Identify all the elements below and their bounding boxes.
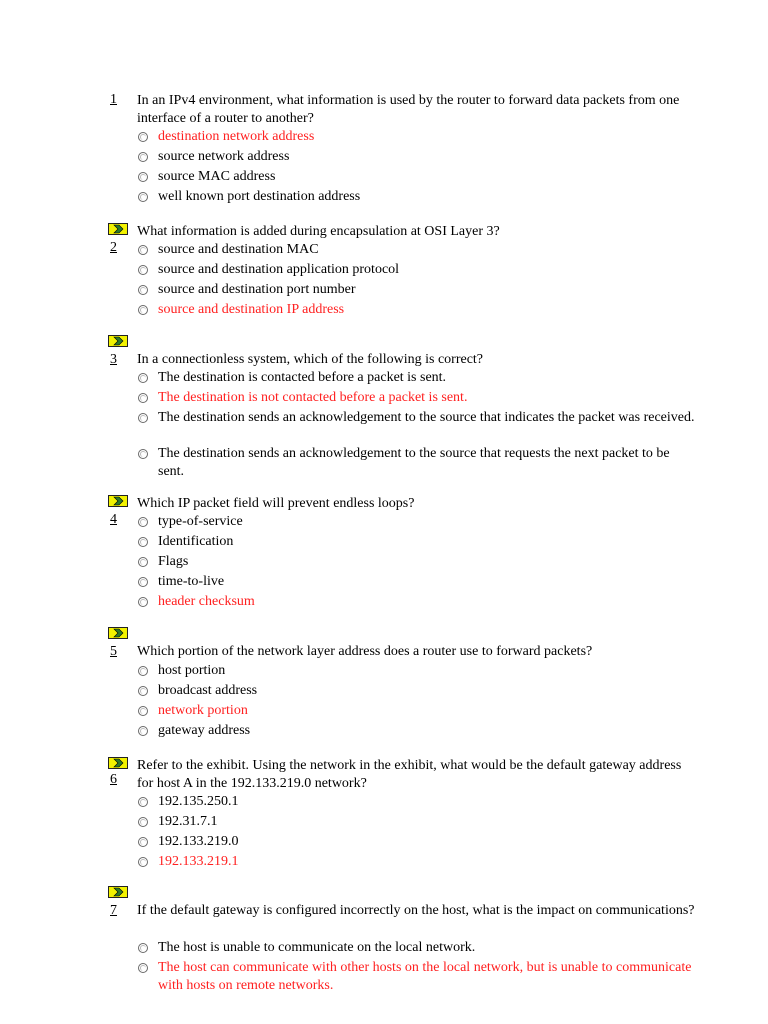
option[interactable] — [138, 369, 698, 389]
radio-button[interactable] — [138, 393, 148, 403]
radio-button[interactable] — [138, 373, 148, 383]
option-label: gateway address — [158, 723, 251, 738]
question-text: Refer to the exhibit. Using the network in the exhibit, what would be the default gateway address for host A in the 192.133.219.0 network? — [137, 758, 682, 791]
option-label: source and destination IP address — [158, 302, 345, 317]
options-list — [138, 662, 698, 742]
option[interactable] — [138, 959, 698, 995]
next-arrow-icon[interactable] — [108, 223, 128, 235]
radio-button[interactable] — [138, 963, 148, 973]
option-label: network portion — [158, 703, 248, 718]
option-label: source and destination port number — [158, 282, 356, 297]
options-list — [138, 939, 698, 995]
question-text: If the default gateway is configured incorrectly on the host, what is the impact on communications? — [137, 903, 695, 918]
option[interactable] — [138, 853, 698, 873]
next-arrow-icon[interactable] — [108, 627, 128, 639]
option-label: source MAC address — [158, 169, 276, 184]
option[interactable] — [138, 241, 698, 261]
option[interactable] — [138, 513, 698, 533]
radio-button[interactable] — [138, 192, 148, 202]
radio-button[interactable] — [138, 577, 148, 587]
option-label: 192.133.219.1 — [158, 854, 239, 869]
radio-button[interactable] — [138, 817, 148, 827]
question-text: Which portion of the network layer address does a router use to forward packets? — [137, 644, 593, 659]
option-label: host portion — [158, 663, 226, 678]
question-number[interactable]: 4 — [110, 512, 117, 527]
option[interactable] — [138, 148, 698, 168]
next-arrow-icon[interactable] — [108, 495, 128, 507]
option-label: The destination is contacted before a packet is sent. — [158, 370, 447, 385]
option[interactable] — [138, 301, 698, 321]
radio-button[interactable] — [138, 666, 148, 676]
option[interactable] — [138, 593, 698, 613]
option[interactable] — [138, 409, 698, 445]
radio-button[interactable] — [138, 943, 148, 953]
option[interactable] — [138, 188, 698, 208]
options-list — [138, 793, 698, 873]
question-number[interactable]: 2 — [110, 240, 117, 255]
option[interactable] — [138, 702, 698, 722]
option[interactable] — [138, 833, 698, 853]
option-label: time-to-live — [158, 574, 225, 589]
question-number[interactable]: 1 — [110, 92, 117, 107]
option-label: The host can communicate with other hosts on the local network, but is unable to communicate with hosts on remote networks. — [158, 960, 692, 993]
option[interactable] — [138, 939, 698, 959]
option-label: source network address — [158, 149, 290, 164]
radio-button[interactable] — [138, 132, 148, 142]
options-list — [138, 128, 698, 208]
radio-button[interactable] — [138, 413, 148, 423]
question-number[interactable]: 6 — [110, 772, 117, 787]
option[interactable] — [138, 722, 698, 742]
radio-button[interactable] — [138, 265, 148, 275]
option-label: Identification — [158, 534, 234, 549]
option[interactable] — [138, 553, 698, 573]
radio-button[interactable] — [138, 797, 148, 807]
radio-button[interactable] — [138, 726, 148, 736]
radio-button[interactable] — [138, 245, 148, 255]
option[interactable] — [138, 128, 698, 148]
radio-button[interactable] — [138, 305, 148, 315]
question-number[interactable]: 7 — [110, 903, 117, 918]
radio-button[interactable] — [138, 557, 148, 567]
option-label: The host is unable to communicate on the local network. — [158, 940, 476, 955]
radio-button[interactable] — [138, 152, 148, 162]
option[interactable] — [138, 168, 698, 188]
option[interactable] — [138, 261, 698, 281]
options-list — [138, 369, 698, 481]
radio-button[interactable] — [138, 706, 148, 716]
option[interactable] — [138, 445, 698, 481]
options-list — [138, 241, 698, 321]
option-label: Flags — [158, 554, 189, 569]
radio-button[interactable] — [138, 857, 148, 867]
option-label: The destination sends an acknowledgement to the source that requests the next packet to be sent. — [158, 446, 670, 479]
option-label: The destination sends an acknowledgement to the source that indicates the packet was received. — [158, 410, 695, 425]
option-label: The destination is not contacted before a packet is sent. — [158, 390, 468, 405]
question-text: In a connectionless system, which of the following is correct? — [137, 352, 484, 367]
option-label: type-of-service — [158, 514, 243, 529]
option[interactable] — [138, 389, 698, 409]
radio-button[interactable] — [138, 537, 148, 547]
option-label: header checksum — [158, 594, 255, 609]
option[interactable] — [138, 682, 698, 702]
radio-button[interactable] — [138, 837, 148, 847]
radio-button[interactable] — [138, 517, 148, 527]
radio-button[interactable] — [138, 686, 148, 696]
next-arrow-icon[interactable] — [108, 335, 128, 347]
options-list — [138, 513, 698, 613]
question-number[interactable]: 5 — [110, 644, 117, 659]
option[interactable] — [138, 533, 698, 553]
option[interactable] — [138, 662, 698, 682]
option-label: source and destination application protocol — [158, 262, 400, 277]
radio-button[interactable] — [138, 597, 148, 607]
radio-button[interactable] — [138, 449, 148, 459]
option-label: 192.31.7.1 — [158, 814, 218, 829]
question-number[interactable]: 3 — [110, 352, 117, 367]
option-label: 192.133.219.0 — [158, 834, 239, 849]
option-label: source and destination MAC — [158, 242, 319, 257]
next-arrow-icon[interactable] — [108, 757, 128, 769]
option[interactable] — [138, 281, 698, 301]
option[interactable] — [138, 813, 698, 833]
option-label: destination network address — [158, 129, 315, 144]
option[interactable] — [138, 793, 698, 813]
next-arrow-icon[interactable] — [108, 886, 128, 898]
radio-button[interactable] — [138, 172, 148, 182]
option-label: 192.135.250.1 — [158, 794, 239, 809]
option-label: broadcast address — [158, 683, 258, 698]
option[interactable] — [138, 573, 698, 593]
question-text: What information is added during encapsulation at OSI Layer 3? — [137, 224, 500, 239]
question-text: In an IPv4 environment, what information is used by the router to forward data packets from one interface of a router to another? — [137, 93, 680, 126]
question-text: Which IP packet field will prevent endless loops? — [137, 496, 415, 511]
radio-button[interactable] — [138, 285, 148, 295]
option-label: well known port destination address — [158, 189, 361, 204]
